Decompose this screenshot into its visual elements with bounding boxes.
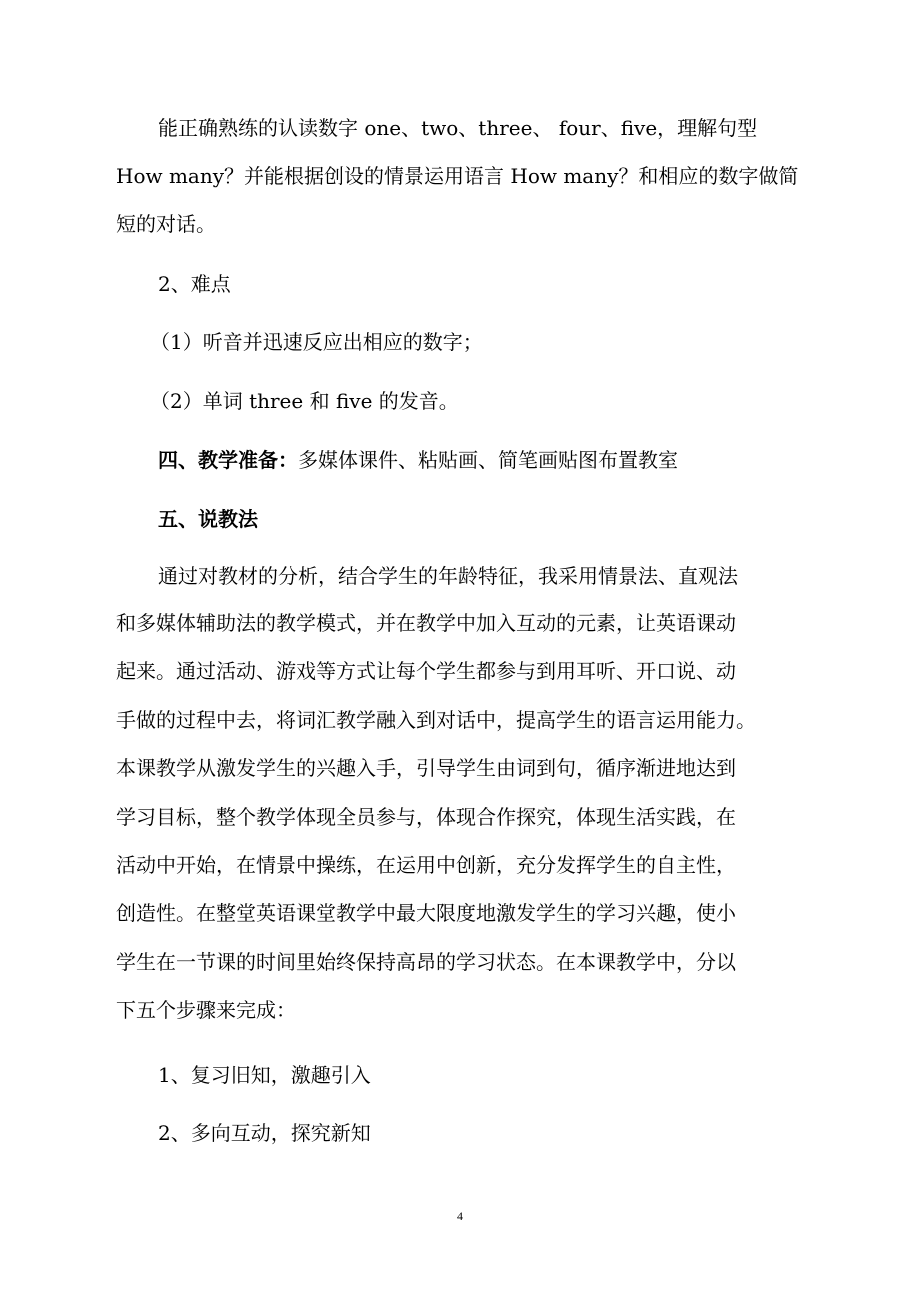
difficulty-heading: 2、难点 [158, 272, 231, 296]
difficulty-item-1: （1）听音并迅速反应出相应的数字； [150, 330, 483, 354]
key-points-line-3: 短的对话。 [116, 212, 216, 236]
key-points-line-2: How many？并能根据创设的情景运用语言 How many？和相应的数字做简 [116, 164, 799, 188]
method-line-8: 创造性。在整堂英语课堂教学中最大限度地激发学生的学习兴趣，使小 [116, 901, 736, 925]
method-line-2: 和多媒体辅助法的教学模式，并在教学中加入互动的元素，让英语课动 [116, 611, 736, 635]
difficulty-item-2: （2）单词 three 和 five 的发音。 [150, 389, 459, 413]
page-number: 4 [457, 1209, 463, 1223]
step-1: 1、复习旧知，激趣引入 [158, 1063, 371, 1087]
section-4-content: 多媒体课件、粘贴画、简笔画贴图布置教室 [298, 448, 678, 472]
step-2: 2、多向互动，探究新知 [158, 1121, 371, 1145]
method-line-7: 活动中开始，在情景中操练，在运用中创新，充分发挥学生的自主性， [116, 853, 736, 877]
method-line-4: 手做的过程中去，将词汇教学融入到对话中，提高学生的语言运用能力。 [116, 708, 756, 732]
method-line-3: 起来。通过活动、游戏等方式让每个学生都参与到用耳听、开口说、动 [116, 659, 736, 683]
method-line-6: 学习目标，整个教学体现全员参与，体现合作探究，体现生活实践，在 [116, 805, 736, 829]
method-line-10: 下五个步骤来完成： [116, 998, 296, 1022]
section-4-line [0, 448, 920, 472]
section-5-title: 五、说教法 [158, 507, 258, 531]
method-line-9: 学生在一节课的时间里始终保持高昂的学习状态。在本课教学中，分以 [116, 950, 736, 974]
method-line-1: 通过对教材的分析，结合学生的年龄特征，我采用情景法、直观法 [158, 564, 738, 588]
method-line-5: 本课教学从激发学生的兴趣入手，引导学生由词到句，循序渐进地达到 [116, 756, 736, 780]
key-points-line-1: 能正确熟练的认读数字 one、two、three、 four、five，理解句型 [158, 116, 758, 140]
section-4-title: 四、教学准备： [158, 448, 298, 472]
